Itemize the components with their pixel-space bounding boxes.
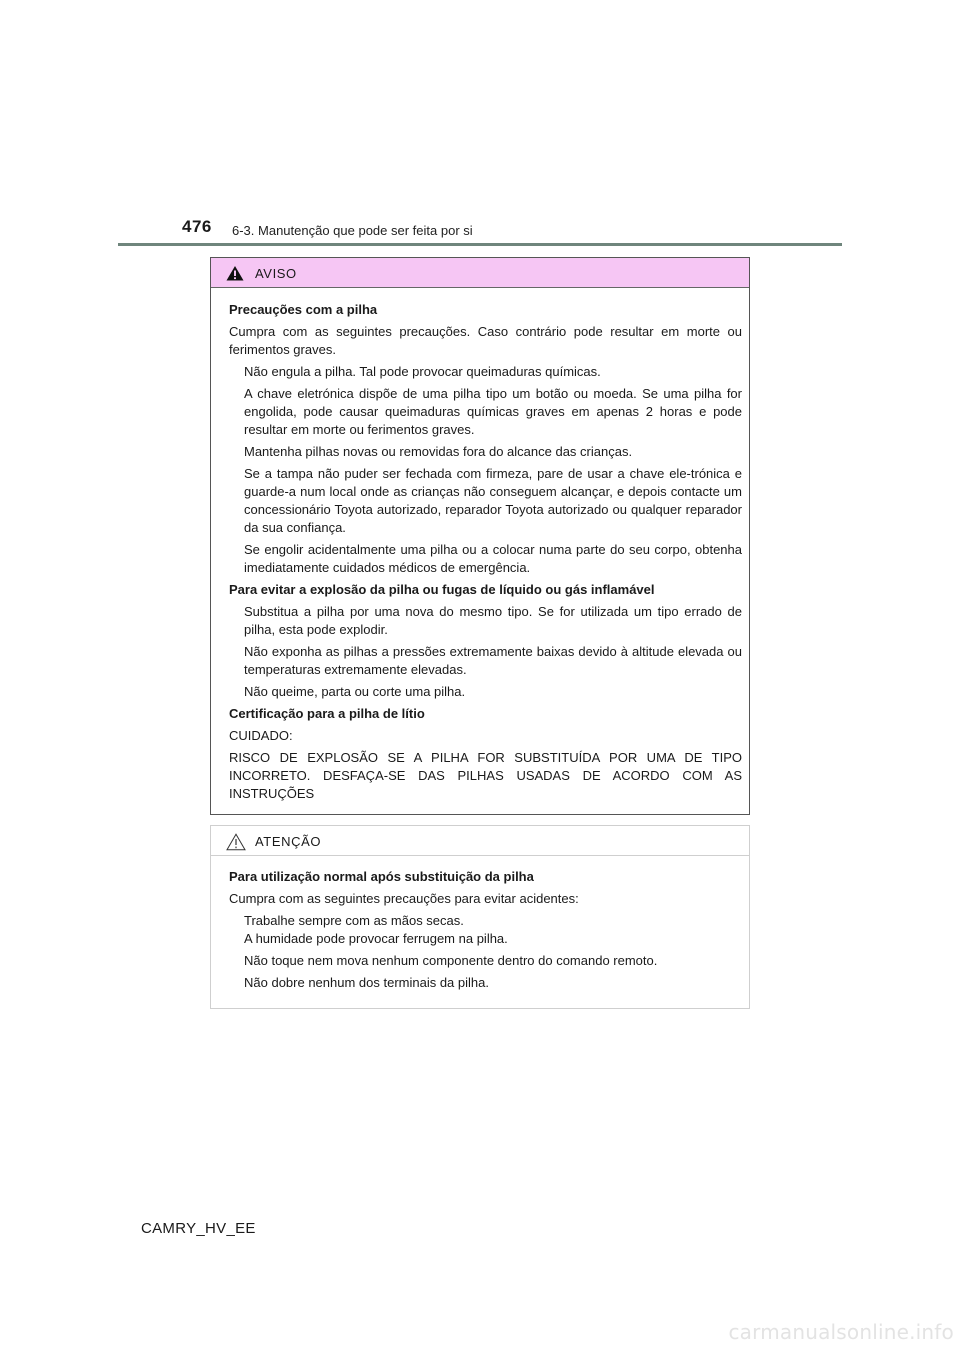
header-rule: [118, 243, 842, 246]
paragraph: RISCO DE EXPLOSÃO SE A PILHA FOR SUBSTITUÍDA POR UMA DE TIPO INCORRETO. DESFAÇA-SE DAS PILHAS USADAS DE ACORDO COM AS INSTRUÇÕES: [229, 750, 742, 801]
bullet-item: A chave eletrónica dispõe de uma pilha tipo um botão ou moeda. Se uma pilha for engolida, pode causar queimaduras químicas graves em apenas 2 horas e pode resultar em morte ou ferimentos graves.: [244, 386, 742, 437]
warning-box-body: [211, 288, 749, 803]
subheading: Certificação para a pilha de lítio: [229, 706, 425, 721]
bullet-item: Trabalhe sempre com as mãos secas. A humidade pode provocar ferrugem na pilha.: [244, 913, 508, 946]
document-code: CAMRY_HV_EE: [141, 1220, 256, 1237]
subheading: Para evitar a explosão da pilha ou fugas de líquido ou gás inflamável: [229, 582, 655, 597]
paragraph: Cumpra com as seguintes precauções para evitar acidentes:: [229, 891, 579, 906]
bullet-item: Não dobre nenhum dos terminais da pilha.: [244, 975, 489, 990]
bullet-item: Mantenha pilhas novas ou removidas fora do alcance das crianças.: [244, 444, 633, 459]
bullet-item: Se engolir acidentalmente uma pilha ou a colocar numa parte do seu corpo, obtenha imediatamente cuidados médicos de emergência.: [244, 542, 742, 575]
bullet-item: Se a tampa não puder ser fechada com firmeza, pare de usar a chave ele-trónica e guarde-a num local onde as crianças não conseguem alcançar, e depois contacte um concessionário Toyota autorizado, reparador Toyota autorizado ou qualquer reparador da sua confiança.: [244, 466, 742, 535]
caution-box-body: [211, 856, 749, 992]
bullet-item: Não toque nem mova nenhum componente dentro do comando remoto.: [244, 953, 658, 968]
warning-triangle-outline-icon: [226, 833, 246, 851]
subheading: Para utilização normal após substituição da pilha: [229, 869, 534, 884]
bullet-item: Não exponha as pilhas a pressões extremamente baixas devido à altitude elevada ou temperaturas extremamente elevadas.: [244, 644, 742, 677]
warning-box-header: [211, 258, 749, 288]
caution-box: [210, 825, 750, 1009]
paragraph: CUIDADO:: [229, 728, 293, 743]
section-title: 6-3. Manutenção que pode ser feita por si: [232, 223, 473, 238]
caution-box-title: ATENÇÃO: [255, 834, 322, 849]
bullet-item: Não engula a pilha. Tal pode provocar queimaduras químicas.: [244, 364, 601, 379]
watermark-text: carmanualsonline.info: [728, 1320, 954, 1344]
warning-box: [210, 257, 750, 815]
paragraph: Cumpra com as seguintes precauções. Caso contrário pode resultar em morte ou ferimentos graves.: [229, 324, 742, 357]
warning-box-title: AVISO: [255, 266, 297, 281]
subheading: Precauções com a pilha: [229, 302, 378, 317]
page-number: 476: [182, 217, 212, 236]
caution-box-header: [211, 826, 749, 856]
bullet-item: Não queime, parta ou corte uma pilha.: [244, 684, 466, 699]
warning-triangle-filled-icon: [226, 265, 244, 281]
bullet-item: Substitua a pilha por uma nova do mesmo tipo. Se for utilizada um tipo errado de pilha, esta pode explodir.: [244, 604, 742, 637]
watermark: [698, 1300, 960, 1358]
